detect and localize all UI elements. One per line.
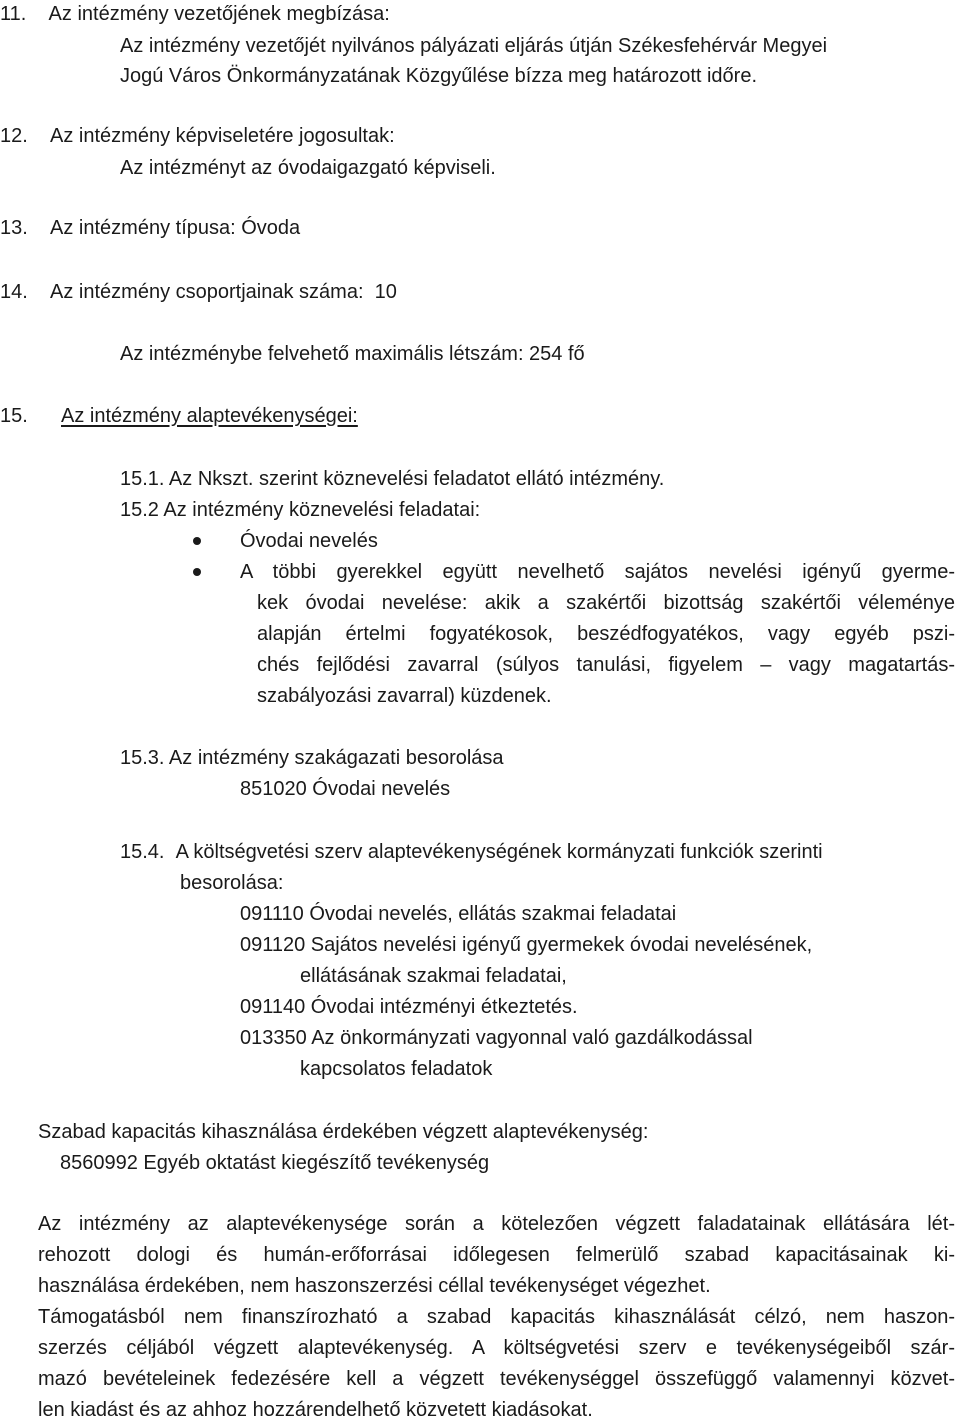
bullet-item-2-line-5: szabályozási zavarral) küzdenek. <box>257 685 552 707</box>
paragraph-1-line-1: Az intézmény az alaptevékenysége során a kötelezően végzett faladatainak ellátására lét- <box>38 1213 955 1235</box>
section-14-heading: 14. Az intézmény csoportjainak száma: 10 <box>0 281 397 303</box>
function-code-item: 091120 Sajátos nevelési igényű gyermekek óvodai nevelésének, <box>240 934 813 956</box>
section-15-title: Az intézmény alaptevékenységei: <box>61 405 358 427</box>
bullet-item-2-line-4: chés fejlődési zavarral (súlyos tanulási, figyelem – vagy magatartás- <box>257 654 955 676</box>
bullet-item-2-line-1: A többi gyerekkel együtt nevelhető sajátos nevelési igényű gyerme- <box>240 561 955 583</box>
paragraph-2-line-2: szerzés céljából végzett alaptevékenység. A költségvetési szerv e tevékenységeiből szár- <box>38 1337 955 1359</box>
section-15-1: 15.1. Az Nkszt. szerint köznevelési feladatot ellátó intézmény. <box>120 468 665 490</box>
bullet-item-2-line-3: alapján értelmi fogyatékosok, beszédfogyatékos, vagy egyéb pszi- <box>257 623 955 645</box>
paragraph-2-line-3: mazó bevételeinek fedezésére kell a végzett tevékenységgel összefüggő valamennyi közvet- <box>38 1368 955 1390</box>
function-code-item: 091140 Óvodai intézményi étkeztetés. <box>240 996 578 1018</box>
function-code-item: 013350 Az önkormányzati vagyonnal való gazdálkodással <box>240 1027 753 1049</box>
section-15-number: 15. <box>0 405 28 427</box>
paragraph-1-line-2: rehozott dologi és humán-erőforrásai időlegesen felmerülő szabad kapacitásainak ki- <box>38 1244 955 1266</box>
section-15-4-heading-cont: besorolása: <box>180 872 284 894</box>
section-15-3-value: 851020 Óvodai nevelés <box>240 778 451 800</box>
section-15-4-heading: 15.4. A költségvetési szerv alaptevékenységének kormányzati funkciók szerinti <box>120 841 823 863</box>
bullet-item-1: Óvodai nevelés <box>240 530 378 552</box>
section-12-heading: 12. Az intézmény képviseletére jogosultak: <box>0 125 395 147</box>
section-15-3-heading: 15.3. Az intézmény szakágazati besorolása <box>120 747 504 769</box>
section-12-line-1: Az intézményt az óvodaigazgató képviseli. <box>120 157 496 179</box>
paragraph-2-line-4: len kiadást és az ahhoz hozzárendelhető közvetett kiadásokat. <box>38 1399 593 1421</box>
free-capacity-value: 8560992 Egyéb oktatást kiegészítő tevékenység <box>60 1152 490 1174</box>
bullet-item-2-line-2: kek óvodai nevelése: akik a szakértői bizottság szakértői véleménye <box>257 592 955 614</box>
paragraph-2-line-1: Támogatásból nem finanszírozható a szabad kapacitás kihasználását célzó, nem haszon- <box>38 1306 955 1328</box>
function-code-item: 091110 Óvodai nevelés, ellátás szakmai feladatai <box>240 903 677 925</box>
section-11-line-1: Az intézmény vezetőjét nyilvános pályázati eljárás útján Székesfehérvár Megyei <box>120 35 828 57</box>
function-code-item-cont: ellátásának szakmai feladatai, <box>300 965 567 987</box>
section-13-heading: 13. Az intézmény típusa: Óvoda <box>0 217 301 239</box>
function-code-item-cont: kapcsolatos feladatok <box>300 1058 493 1080</box>
section-11-line-2: Jogú Város Önkormányzatának Közgyűlése bízza meg határozott időre. <box>120 65 758 87</box>
section-15-2: 15.2 Az intézmény köznevelési feladatai: <box>120 499 481 521</box>
bullet-icon <box>193 568 201 576</box>
section-11-heading: 11. Az intézmény vezetőjének megbízása: <box>0 3 390 25</box>
free-capacity-heading: Szabad kapacitás kihasználása érdekében végzett alaptevékenység: <box>38 1121 649 1143</box>
bullet-icon <box>193 537 201 545</box>
section-14-line-1: Az intézménybe felvehető maximális létszám: 254 fő <box>120 343 585 365</box>
paragraph-1-line-3: használása érdekében, nem haszonszerzési céllal tevékenységet végezhet. <box>38 1275 711 1297</box>
